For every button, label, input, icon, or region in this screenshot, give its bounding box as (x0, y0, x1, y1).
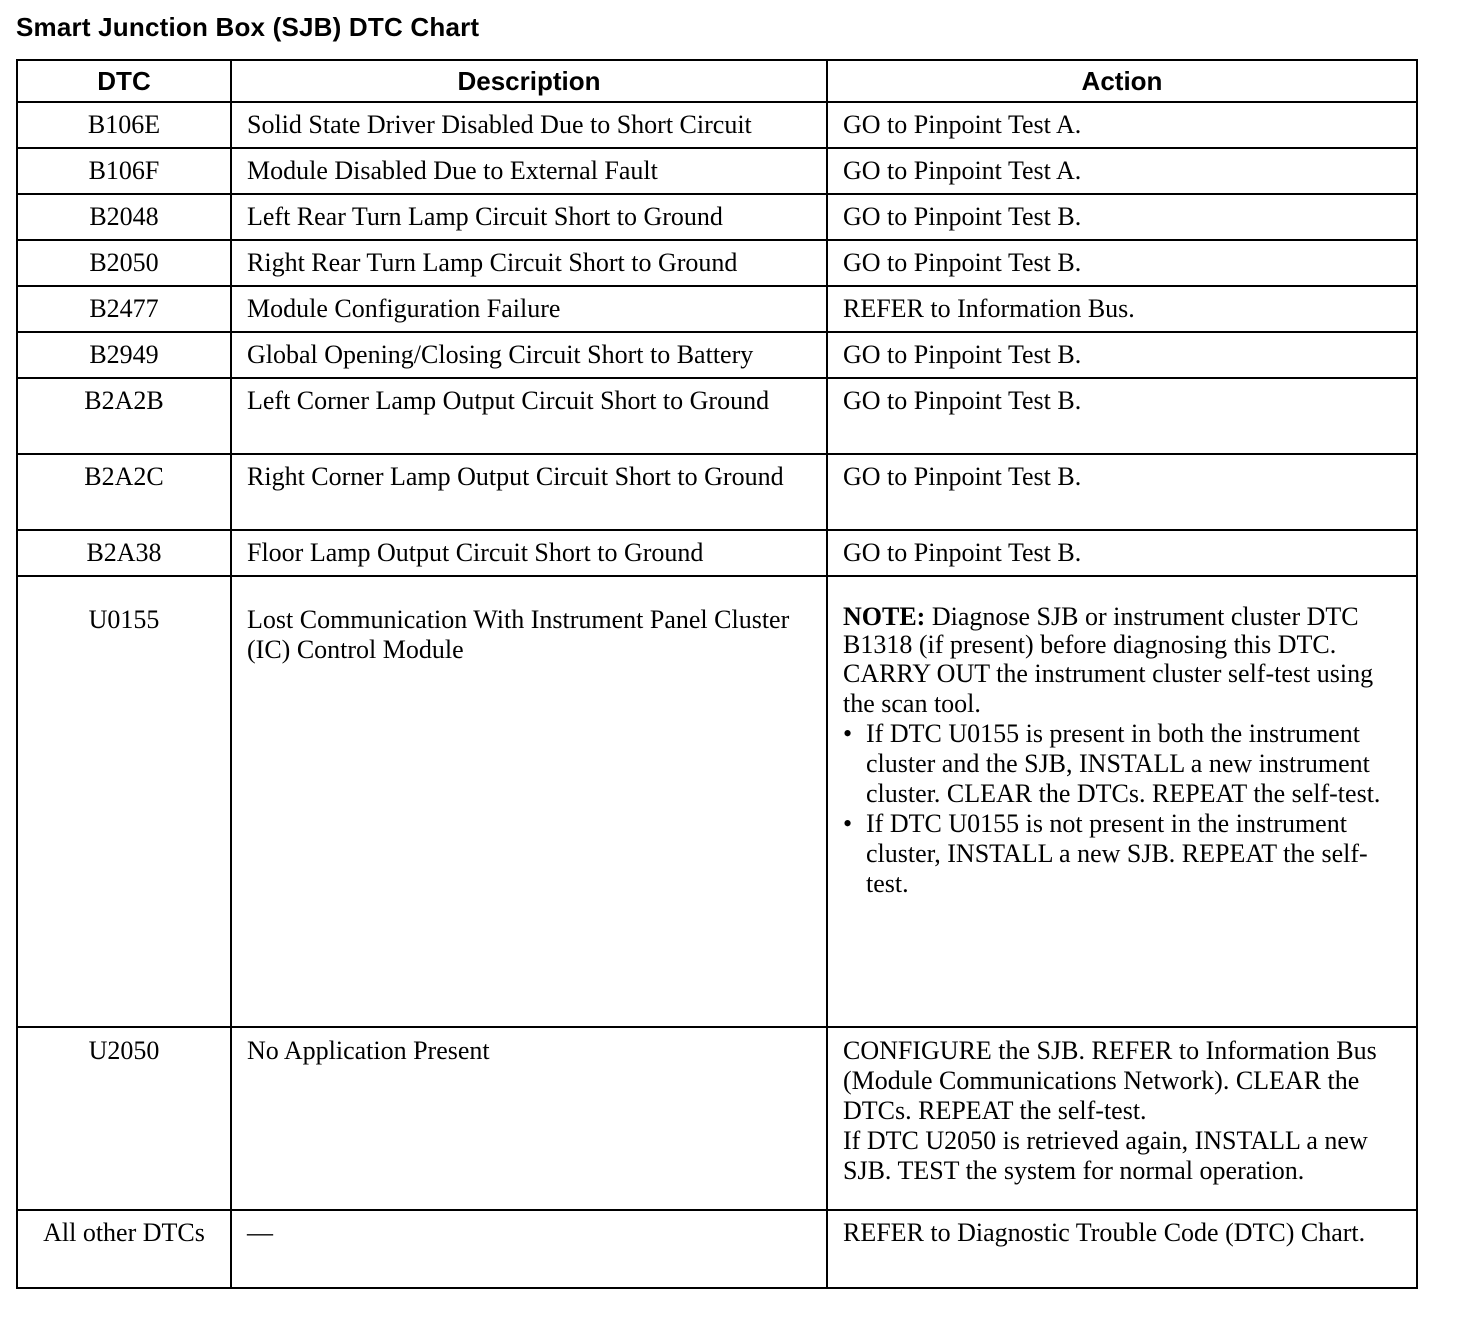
dtc-code: B2048 (17, 194, 231, 240)
action-text: CONFIGURE the SJB. REFER to Information Bus (Module Communications Network). CLEAR the DTCs. REPEAT the self-test. (843, 1036, 1377, 1125)
table-header-row (17, 60, 1417, 102)
dtc-action: GO to Pinpoint Test B. (827, 530, 1417, 576)
dtc-code: B2A38 (17, 530, 231, 576)
dtc-code: B2A2B (17, 378, 231, 454)
dtc-action: REFER to Information Bus. (827, 286, 1417, 332)
dtc-description: Right Corner Lamp Output Circuit Short to Ground (231, 454, 827, 530)
dtc-description: Global Opening/Closing Circuit Short to Battery (231, 332, 827, 378)
table-row (17, 240, 1417, 286)
dtc-code: B2477 (17, 286, 231, 332)
table-row (17, 286, 1417, 332)
dtc-code: B2A2C (17, 454, 231, 530)
table-row-u0155 (17, 576, 1417, 1027)
page-title: Smart Junction Box (SJB) DTC Chart (16, 12, 480, 42)
table-row (17, 194, 1417, 240)
table-row (17, 148, 1417, 194)
dtc-action: REFER to Diagnostic Trouble Code (DTC) Chart. (827, 1210, 1417, 1288)
table-row (17, 454, 1417, 530)
dtc-description: — (231, 1210, 827, 1288)
table-row (17, 102, 1417, 148)
dtc-description: Module Configuration Failure (231, 286, 827, 332)
dtc-code: All other DTCs (17, 1210, 231, 1288)
note-text: Diagnose SJB or instrument cluster DTC B1318 (if present) before diagnosing this DTC. (843, 602, 1359, 659)
column-header-action: Action (827, 60, 1417, 102)
list-item: • If DTC U0155 is present in both the instrument cluster and the SJB, INSTALL a new instrument cluster. CLEAR the DTCs. REPEAT the self-test. (843, 719, 1408, 809)
dtc-code: U2050 (17, 1027, 231, 1210)
dtc-code: B106E (17, 102, 231, 148)
dtc-action (827, 1027, 1417, 1210)
dtc-code: B106F (17, 148, 231, 194)
column-header-description: Description (231, 60, 827, 102)
dtc-description: Module Disabled Due to External Fault (231, 148, 827, 194)
list-item: • If DTC U0155 is not present in the instrument cluster, INSTALL a new SJB. REPEAT the self-test. (843, 809, 1408, 899)
table-row-all-other (17, 1210, 1417, 1288)
table-row (17, 378, 1417, 454)
dtc-code: U0155 (17, 576, 231, 1027)
dtc-code: B2050 (17, 240, 231, 286)
dtc-description: No Application Present (231, 1027, 827, 1210)
action-note (843, 603, 1408, 659)
dtc-action: GO to Pinpoint Test B. (827, 194, 1417, 240)
dtc-action: GO to Pinpoint Test B. (827, 332, 1417, 378)
table-row-u2050 (17, 1027, 1417, 1210)
dtc-action: GO to Pinpoint Test B. (827, 240, 1417, 286)
dtc-description: Left Corner Lamp Output Circuit Short to Ground (231, 378, 827, 454)
action-text: If DTC U2050 is retrieved again, INSTALL a new SJB. TEST the system for normal operation. (843, 1126, 1368, 1185)
dtc-code: B2949 (17, 332, 231, 378)
dtc-table (16, 59, 1418, 1289)
dtc-description: Solid State Driver Disabled Due to Short Circuit (231, 102, 827, 148)
dtc-action: GO to Pinpoint Test A. (827, 102, 1417, 148)
dtc-description: Right Rear Turn Lamp Circuit Short to Ground (231, 240, 827, 286)
dtc-description: Lost Communication With Instrument Panel Cluster (IC) Control Module (231, 576, 827, 1027)
dtc-action: GO to Pinpoint Test B. (827, 378, 1417, 454)
table-row (17, 332, 1417, 378)
note-label: NOTE: (843, 602, 926, 631)
action-step: CARRY OUT the instrument cluster self-test using the scan tool. (843, 659, 1374, 718)
action-bullet-list (843, 719, 1408, 899)
dtc-action (827, 576, 1417, 1027)
table-row (17, 530, 1417, 576)
column-header-dtc: DTC (17, 60, 231, 102)
dtc-action: GO to Pinpoint Test B. (827, 454, 1417, 530)
dtc-action: GO to Pinpoint Test A. (827, 148, 1417, 194)
dtc-description: Left Rear Turn Lamp Circuit Short to Ground (231, 194, 827, 240)
dtc-description: Floor Lamp Output Circuit Short to Ground (231, 530, 827, 576)
